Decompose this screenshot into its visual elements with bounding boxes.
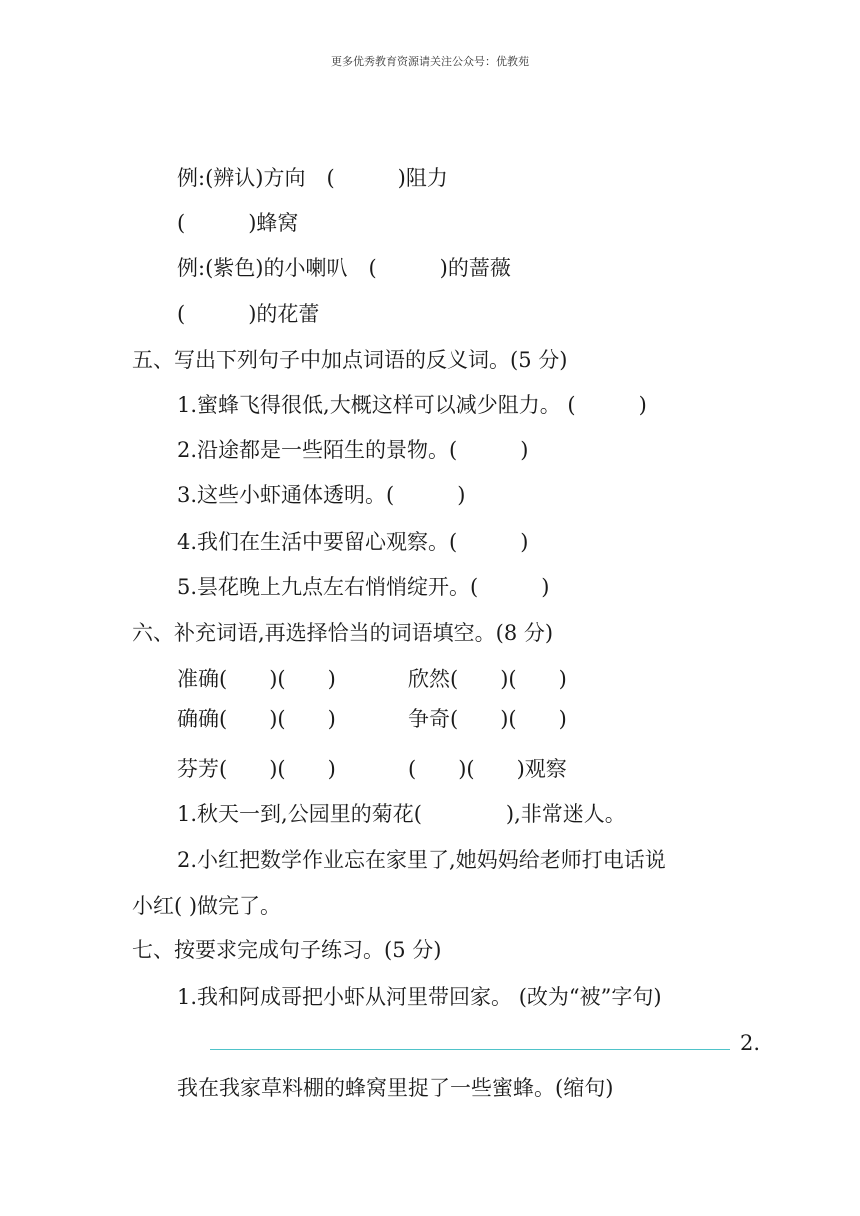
word-blank-4: 争奇( )( ) xyxy=(408,707,567,731)
section-7-question-2-number: 2. xyxy=(740,1031,761,1055)
page-header: 更多优秀教育资源请关注公众号：优教苑 xyxy=(331,55,529,68)
section-7-question-2: 我在我家草料棚的蜂窝里捉了一些蜜蜂。(缩句) xyxy=(177,1076,614,1100)
section-5-item-1: 1.蜜蜂飞得很低,大概这样可以减少阻力。 ( ) xyxy=(177,393,647,417)
section-6-question-2-line-1: 2.小红把数学作业忘在家里了,她妈妈给老师打电话说 xyxy=(177,848,666,872)
section-6-question-2-line-2: 小红( )做完了。 xyxy=(132,894,282,918)
section-6-title: 六、补充词语,再选择恰当的词语填空。(8 分) xyxy=(132,621,554,645)
word-blank-6: ( )( )观察 xyxy=(408,757,567,781)
section-5-item-5: 5.昙花晚上九点左右悄悄绽开。( ) xyxy=(177,575,550,599)
section-5-item-3: 3.这些小虾通体透明。( ) xyxy=(177,483,466,507)
example-line-3: 例:(紫色)的小喇叭 ( )的蔷薇 xyxy=(177,256,511,280)
section-5-item-2: 2.沿途都是一些陌生的景物。( ) xyxy=(177,438,529,462)
section-5-item-4: 4.我们在生活中要留心观察。( ) xyxy=(177,530,529,554)
section-5-title: 五、写出下列句子中加点词语的反义词。(5 分) xyxy=(132,348,568,372)
answer-line[interactable] xyxy=(210,1049,730,1050)
fill-line-2: ( )蜂窝 xyxy=(177,211,299,235)
word-blank-2: 欣然( )( ) xyxy=(408,667,567,691)
example-line-1: 例:(辨认)方向 ( )阻力 xyxy=(177,166,448,190)
section-6-question-1: 1.秋天一到,公园里的菊花( ),非常迷人。 xyxy=(177,802,626,826)
fill-line-4: ( )的花蕾 xyxy=(177,302,320,326)
word-blank-1: 准确( )( ) xyxy=(177,667,336,691)
word-blank-5: 芬芳( )( ) xyxy=(177,757,336,781)
section-7-question-1: 1.我和阿成哥把小虾从河里带回家。 (改为“被”字句) xyxy=(177,985,662,1009)
section-7-title: 七、按要求完成句子练习。(5 分) xyxy=(132,938,442,962)
word-blank-3: 确确( )( ) xyxy=(177,707,336,731)
